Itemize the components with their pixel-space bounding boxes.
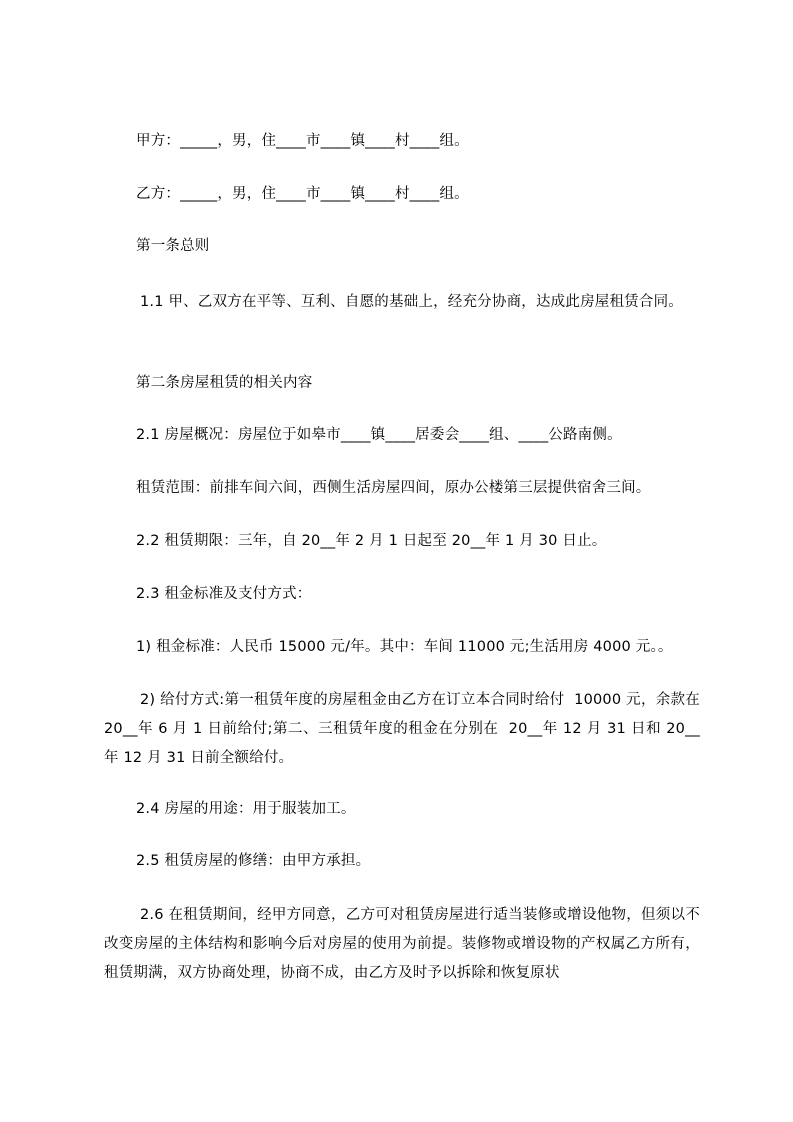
lease-scope: 租赁范围：前排车间六间，西侧生活房屋四间，原办公楼第三层提供宿舍三间。 [136, 480, 651, 496]
payment-method: 2) 给付方式:第一租赁年度的房屋租金由乙方在订立本合同时给付 10000 元，余款在 20__年 6 月 1 日前给付;第二、三租赁年度的租金在分别在 20__年 12 月 31 日和 20__年 12 月 31 日前全额给付。 [104, 692, 705, 766]
clause-2-6: 2.6 在租赁期间，经甲方同意，乙方可对租赁房屋进行适当装修或增设他物，但须以不改变房屋的主体结构和影响今后对房屋的使用为前提。装修物或增设物的产权属乙方所有，租赁期满，双方协商处理，协商不成，由乙方及时予以拆除和恢复原状 [104, 907, 700, 981]
article-1-heading: 第一条总则 [136, 238, 210, 254]
party-a-line: 甲方：_____，男，住____市____镇____村____组。 [136, 133, 469, 149]
clause-2-3: 2.3 租金标准及支付方式： [136, 586, 312, 602]
article-2-heading: 第二条房屋租赁的相关内容 [136, 375, 313, 391]
clause-2-1: 2.1 房屋概况：房屋位于如皋市____镇____居委会____组、____公路南侧。 [136, 427, 622, 443]
clause-2-2: 2.2 租赁期限：三年，自 20__年 2 月 1 日起至 20__年 1 月 30 日止。 [136, 533, 607, 549]
clause-2-5: 2.5 租赁房屋的修缮：由甲方承担。 [136, 853, 371, 869]
rent-standard: 1) 租金标准：人民币 15000 元/年。其中：车间 11000 元;生活用房 4000 元。。 [136, 639, 673, 655]
party-b-line: 乙方：_____，男，住____市____镇____村____组。 [136, 186, 469, 202]
clause-1-1: 1.1 甲、乙双方在平等、互利、自愿的基础上，经充分协商，达成此房屋租赁合同。 [140, 294, 683, 310]
clause-2-4: 2.4 房屋的用途：用于服装加工。 [136, 801, 356, 817]
